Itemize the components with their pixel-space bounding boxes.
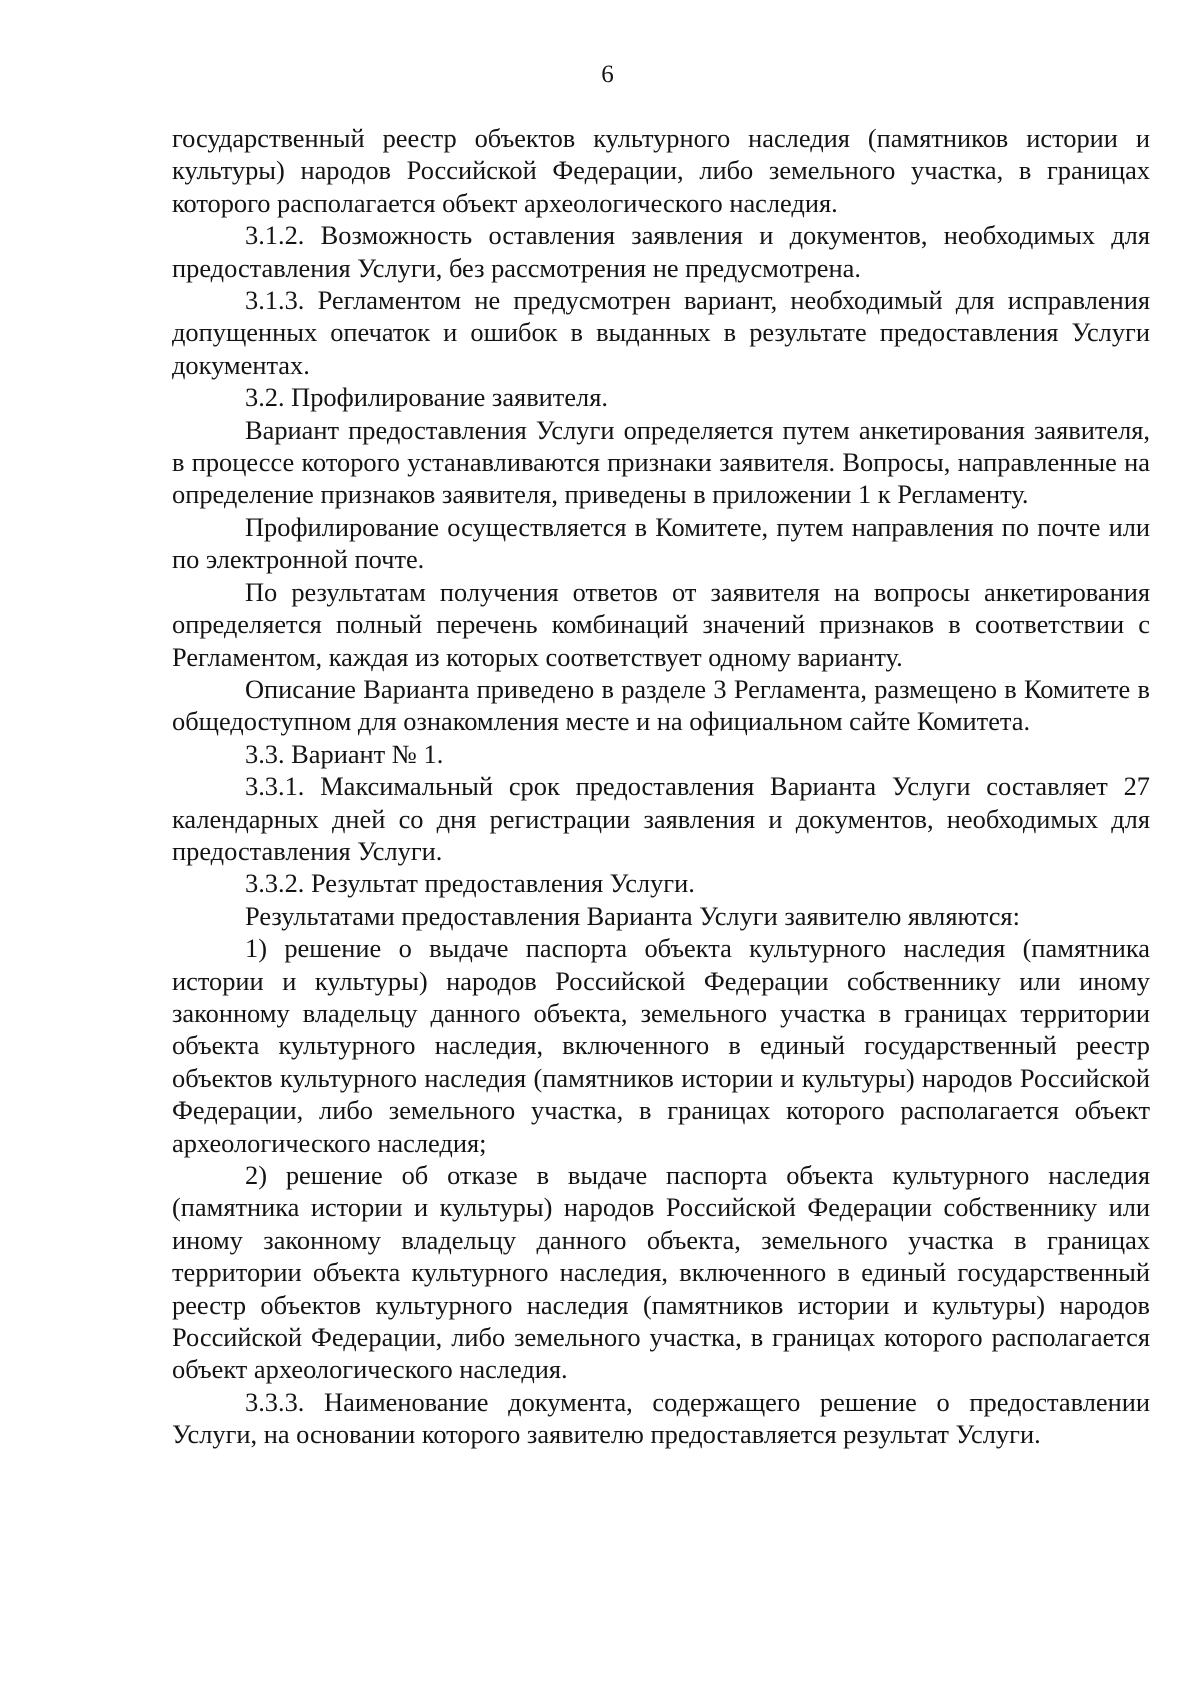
paragraph-variant-description: Описание Варианта приведено в разделе 3 Регламента, размещено в Комитете в общедоступном для ознакомления месте и на официальном сайте Комитета. (172, 673, 1150, 737)
list-item-1: 1) решение о выдаче паспорта объекта культурного наследия (памятника истории и культуры) народов Российской Федерации собственнику или иному законному владельцу данного объекта, земельного участка в границах территории объекта культурного наследия, включенного в единый государственный реестр объектов культурного наследия (памятников истории и культуры) народов Российской Федерации, либо земельного участка, в границах которого располагается объект археологического наследия; (172, 933, 1150, 1158)
list-item-2: 2) решение об отказе в выдаче паспорта объекта культурного наследия (памятника истории и культуры) народов Российской Федерации собственнику или иному законному владельцу данного объекта, земельного участка в границах территории объекта культурного наследия, включенного в единый государственный реестр объектов культурного наследия (памятников истории и культуры) народов Российской Федерации, либо земельного участка, в границах которого располагается объект археологического наследия. (172, 1160, 1150, 1385)
paragraph-variant-definition: Вариант предоставления Услуги определяется путем анкетирования заявителя, в процессе которого устанавливаются признаки заявителя. Вопросы, направленные на определение признаков заявителя, приведены в приложении 1 к Регламенту. (172, 414, 1150, 510)
document-body (172, 122, 1150, 1451)
paragraph-3-3-1: 3.3.1. Максимальный срок предоставления Варианта Услуги составляет 27 календарных дней со дня регистрации заявления и документов, необходимых для предоставления Услуги. (172, 771, 1150, 866)
paragraph-profiling: Профилирование осуществляется в Комитете, путем направления по почте или по электронной почте. (172, 511, 1150, 575)
paragraph-results-intro: Результатами предоставления Варианта Услуги заявителю являются: (245, 900, 1020, 931)
section-heading-3-3-2: 3.3.2. Результат предоставления Услуги. (245, 868, 695, 899)
page-number: 6 (601, 61, 614, 88)
paragraph-3-1-3: 3.1.3. Регламентом не предусмотрен вариант, необходимый для исправления допущенных опечаток и ошибок в выданных в результате предоставления Услуги документах. (172, 285, 1150, 380)
paragraph-survey-results: По результатам получения ответов от заявителя на вопросы анкетирования определяется полный перечень комбинаций значений признаков в соответствии с Регламентом, каждая из которых соответствует одному варианту. (172, 576, 1150, 672)
section-heading-3-2: 3.2. Профилирование заявителя. (245, 382, 608, 413)
paragraph-3-3-3: 3.3.3. Наименование документа, содержащего решение о предоставлении Услуги, на основании которого заявителю предоставляется результат Услуги. (172, 1386, 1150, 1450)
paragraph-3-1-2: 3.1.2. Возможность оставления заявления и документов, необходимых для предоставления Услуги, без рассмотрения не предусмотрена. (172, 220, 1150, 283)
paragraph-continuation: государственный реестр объектов культурного наследия (памятников истории и культуры) народов Российской Федерации, либо земельного участка, в границах которого располагается объект археологического наследия. (172, 123, 1150, 218)
section-heading-3-3: 3.3. Вариант № 1. (245, 738, 444, 769)
